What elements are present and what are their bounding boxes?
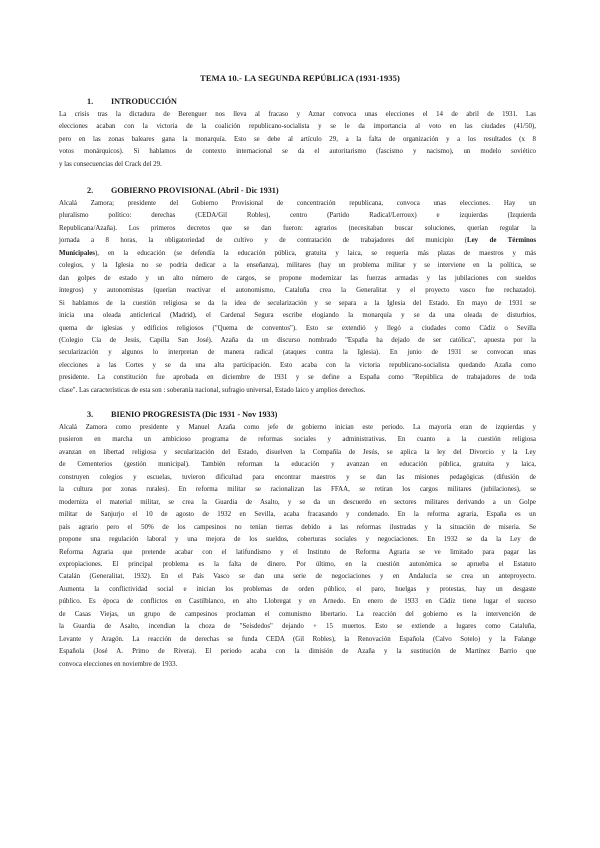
text-line: quema de iglesias y edificios religiosos ("Quema de conventos"). Esto se extendió y llegó a ciudades como Cádiz o Sevilla <box>59 324 536 332</box>
text-line: de Casas Viejas, un grupo de campesinos proclaman el comunismo libertario. La reacción del gobierno es la intervención de <box>59 610 536 618</box>
text-line: Republicana/Azaña). Los primeros decretos que se dan fueron: agrarios (necesitaban buscar soluciones, querían regular la <box>59 224 536 232</box>
section-number: 3. <box>87 410 94 419</box>
text-line: elecciones a las Cortes y se da una alta participación. Esto acaba con la victoria republicano-socialista quedando Azaña como <box>59 361 536 369</box>
section-title: GOBIERNO PROVISIONAL (Abril - Dic 1931) <box>111 186 279 195</box>
text-line: pluralismo político: derechas (CEDA/Gil Robles), centro (Partido Radical/Lerroux) e izquierdas (Izquierda <box>59 212 536 220</box>
text-line: (Colegio Cía de Jesús, Capilla San José). Azaña da un discurso nombrado "España ha dejado de ser católica", apuesta por la <box>59 336 536 344</box>
text-line: íntegros) y autonomistas (querían reactivar el autonomismo, Cataluña crea la Generalitat y el proyecto vasco fue rechazado). <box>59 287 536 295</box>
text-line: expropiaciones. El principal problema es la falta de dinero. Por último, en la cuestión autonómica se aprueba el Estatuto <box>59 560 536 568</box>
text-line: militar de Sanjurjo el 10 de agosto de 1932 en Sevilla, acaba fracasando y condenado. En la reforma agraria, España es un <box>59 511 536 519</box>
text-line: público. Es época de conflictos en Castilblanco, en alto Llobregat y en Arnedo. En enero de 1933 en Cádiz tiene lugar el suceso <box>59 598 536 606</box>
text-line: elecciones acaban con la victoria de la coalición republicano-socialista y se le da importancia al voto en las ciudades (41/50), <box>59 123 536 131</box>
text-line: de Cementerios (gestión municipal). También reforman la educación y avanzan en educación pública, gratuita y laica, <box>59 461 536 469</box>
section-number: 2. <box>87 186 94 195</box>
text-line: la Guardia de Asalto, incendian la choza de "Seisdedos" dejando + 15 muertos. Esto se extiende a lugares como Cataluña, <box>59 623 536 631</box>
section-number: 1. <box>87 97 94 106</box>
text-line: avanzan en libertad religiosa y secularización del Estado, disuelven la Compañía de Jesús, se aplica la ley del Divorcio y la Ley <box>59 448 536 456</box>
section-title: BIENIO PROGRESISTA (Dic 1931 - Nov 1933) <box>111 410 278 419</box>
text-segment: jornada a 8 horas, la obligatoriedad de cultivo y de contratación de trabajadores del municipio ( <box>59 237 468 245</box>
text-line: Española (José A. Primo de Rivera). El periodo acaba con la dimisión de Azaña y la sustitución de Martínez Barrio que <box>59 648 536 656</box>
text-line: país agrario pero el 50% de los campesinos no tenían tierras debido a las reformas ilustradas y la situación de miseria. Se <box>59 523 536 531</box>
text-line: La crisis tras la dictadura de Berenguer nos lleva al fracaso y Aznar convoca unas elecciones el 14 de abril de 1931. Las <box>59 111 536 118</box>
section-heading-gobierno-provisional <box>87 186 279 195</box>
text-line: Catalán (Generalitat, 1932). En el País Vasco se dan una serie de negociaciones y en Andalucía se crea un anteproyecto. <box>59 573 536 581</box>
text-segment: ), en la educación (se defendía la educación pública, gratuita y laica, se requería más plazas de maestros y más <box>95 249 536 257</box>
text-line: secularización y algunos lo interpretan de manera radical (ataques contra la Iglesia). En junio de 1931 se convocan unas <box>59 349 536 357</box>
text-line: inicia una oleada anticlerical (Madrid), el Cardenal Segura escribe elogiando la monarquía y se da una oleada de disturbios, <box>59 312 536 320</box>
bold-term: Ley de Términos <box>467 237 537 245</box>
text-line: colegios, y la Iglesia no se podría dedicar a la enseñanza), militares (hay un problema militar y se interviene en la política, se <box>59 262 536 270</box>
section-body-introduccion <box>59 109 536 171</box>
text-line: votos monárquicos). Si hablamos de contexto internacional se da el autoritarismo (fascismo y nacismo), un modelo soviético <box>59 148 536 156</box>
bold-term: Municipales <box>59 249 95 257</box>
text-line: Si hablamos de la cuestión religiosa se da la idea de secularización y se separa a la Iglesia del Estado. En mayo de 1931 se <box>59 299 536 307</box>
text-line: Alcalá Zamora; presidente del Gobierno Provisional de concentración republicana, convoca unas elecciones. Hay un <box>59 200 536 207</box>
text-line: presidente. La constitución fue aprobada en diciembre de 1931 y se define a España como "República de trabajadores de toda <box>59 374 536 382</box>
document-title: TEMA 10.- LA SEGUNDA REPÚBLICA (1931-1935) <box>200 73 400 83</box>
text-line: dan golpes de estado y un alto número de cargos, se propone modernizar las fuerzas armadas y las jubilaciones con sueldos <box>59 274 536 282</box>
text-line: Aumenta la conflictividad social e inician los problemas de orden público, el paro, huelgas y protestas, hay un desgaste <box>59 585 536 593</box>
section-body-gobierno-provisional <box>59 198 536 397</box>
section-body-bienio-progresista <box>59 422 536 671</box>
text-line: convoca elecciones en noviembre de 1933. <box>59 660 178 668</box>
text-line: Alcalá Zamora como presidente y Manuel Azaña como jefe de gobierno inician este periodo. La mayoría eran de izquierdas y <box>59 424 536 431</box>
text-line-with-bold <box>59 235 536 247</box>
text-line: pero en las zonas baleares gana la monarquía. Esto se debe al artículo 29, a la falta de organización y a los resultados (x 8 <box>59 135 536 143</box>
text-line: la cultura por zonas rurales). En reforma militar se racionalizan las FFAA, se retiran los cargos militares (jubilaciones), se <box>59 486 536 494</box>
text-line: y las consecuencias del Crack del 29. <box>59 160 162 168</box>
text-line: construyen colegios y escuelas, tuvieron dificultad para encontrar maestros y se dan las misiones pedagógicas (difusión de <box>59 473 536 481</box>
text-line: Reforma Agraria que pretende acabar con el latifundismo y el Instituto de Reforma Agraria se ve limitado para pagar las <box>59 548 536 556</box>
text-line: Levante y Aragón. La reacción de derechas se funda CEDA (Gil Robles), la Renovación Española (Calvo Sotelo) y la Falange <box>59 635 536 643</box>
section-title: INTRODUCCIÓN <box>111 97 177 106</box>
text-line: moderniza el material militar, se crea la Guardia de Asalto, y se da un descuerdo en sectores militares derivando a un Golpe <box>59 498 536 506</box>
text-line: propone una regulación laboral y una mejora de los sueldos, coberturas sociales y negociaciones. En 1932 se da la Ley de <box>59 536 536 544</box>
text-line-with-bold <box>59 248 536 260</box>
text-line: pusieron en marcha un ambicioso programa de reformas sociales y administrativas. En cuanto a la cuestión religiosa <box>59 436 536 444</box>
section-heading-bienio-progresista <box>87 410 277 419</box>
section-heading-introduccion <box>87 97 177 106</box>
text-line: clase". Las características de esta son : soberanía nacional, sufragio universal, Estado laico y amplios derechos. <box>59 386 366 394</box>
